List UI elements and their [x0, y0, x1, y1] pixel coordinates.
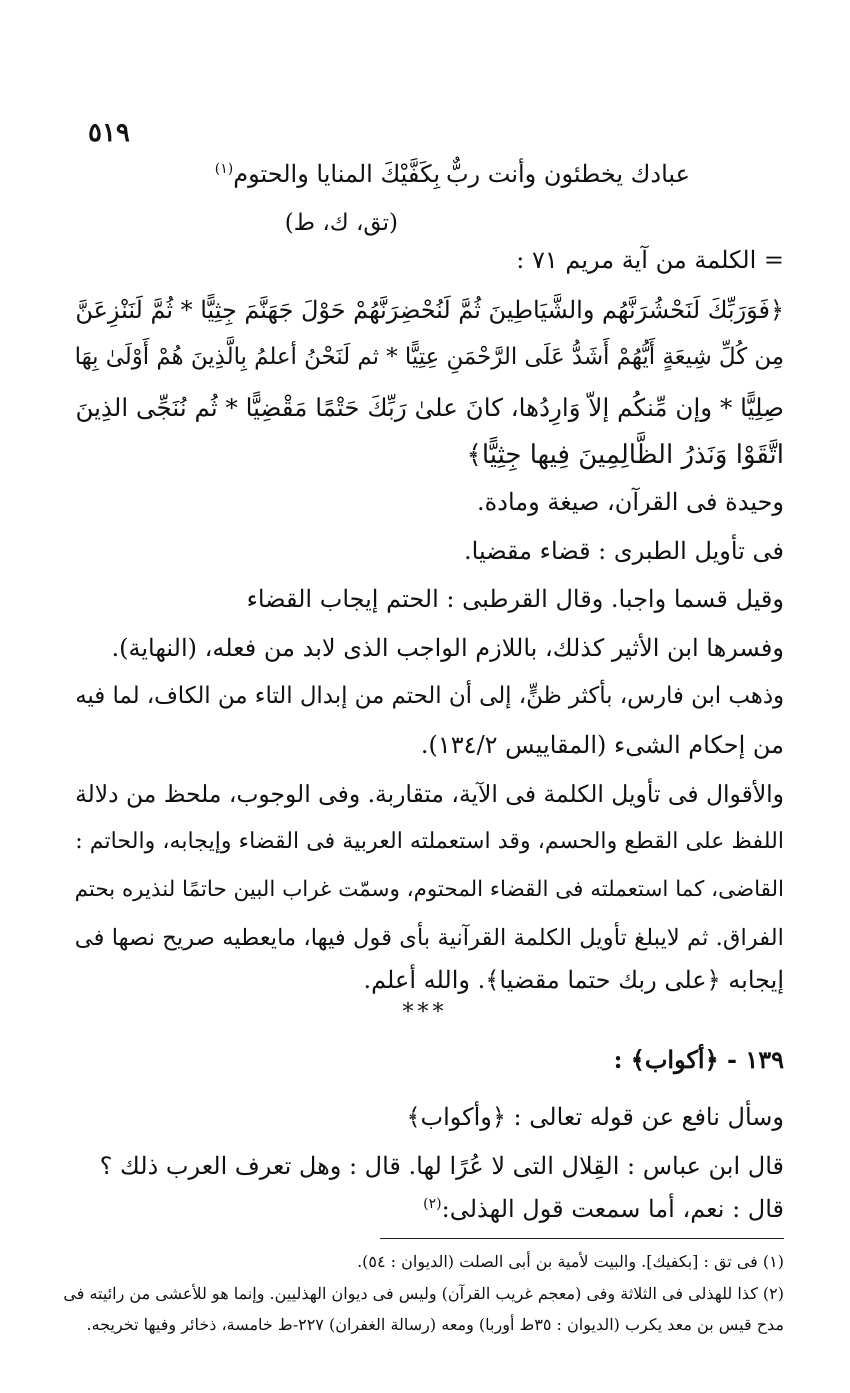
body-line: الفراق. ثم لايبلغ تأويل الكلمة القرآنية بأى قول فيها، مايعطيه صريح نصها فى — [74, 925, 784, 951]
entry-line: وسأل نافع عن قوله تعالى : ﴿وأكواب﴾ — [406, 1103, 784, 1131]
entry-line — [423, 1195, 784, 1223]
body-line: = الكلمة من آية مريم ٧١ : — [516, 246, 784, 274]
body-line: من إحكام الشىء (المقاييس ١٣٤/٢). — [420, 731, 784, 759]
entry-heading: ١٣٩ - ﴿أكواب﴾ : — [613, 1045, 784, 1074]
quran-line: اتَّقَوْا وَنَذرُ الظَّالِمِينَ فِيها جِثِيًّا﴾ — [466, 440, 784, 470]
entry-line-text: قال : نعم، أما سمعت قول الهذلى: — [441, 1195, 784, 1223]
page-number: ٥١٩ — [88, 118, 130, 148]
body-line: إيجابه ﴿على ربك حتما مقضيا﴾. والله أعلم. — [363, 966, 784, 994]
body-line: اللفظ على القطع والحسم، وقد استعملته العربية فى القضاء وإيجابه، والحاتم : — [75, 828, 784, 854]
body-line: فى تأويل الطبرى : قضاء مقضيا. — [464, 537, 784, 565]
body-line: وفسرها ابن الأثير كذلك، باللازم الواجب الذى لابد من فعله، (النهاية). — [111, 634, 784, 662]
entry-line: قال ابن عباس : القِلال التى لا عُرًا لها. قال : وهل تعرف العرب ذلك ؟ — [99, 1152, 784, 1180]
verse-sources: (تق، ك، ط) — [284, 210, 398, 236]
body-line: والأقوال فى تأويل الكلمة فى الآية، متقاربة. وفى الوجوب، ملحظ من دلالة — [75, 780, 784, 808]
body-line: وذهب ابن فارس، بأكثر ظنٍّ، إلى أن الحتم من إبدال التاء من الكاف، لما فيه — [75, 683, 784, 709]
quran-line: مِن كُلِّ شِيعَةٍ أَيُّهُمْ أَشَدُّ عَلَى الرَّحْمَنِ عِتِيًّا * ثم لَنَحْنُ أعلمُ بِالَّذِينَ هُمْ أَوْلَىٰ بِهَا — [74, 344, 784, 370]
body-line: وحيدة فى القرآن، صيغة ومادة. — [477, 488, 784, 516]
footnote: (٢) كذا للهذلى فى الثلاثة وفى (معجم غريب القرآن) وليس فى ديوان الهذليين. وإنما هو للأعشى من رائيته فى — [63, 1284, 784, 1303]
footnote-marker-1: (١) — [214, 161, 234, 177]
footnote-rule — [380, 1238, 784, 1239]
footnote-marker-2: (٢) — [423, 1196, 442, 1212]
section-separator: *** — [402, 1000, 448, 1025]
hemistich-2-text: بِكَفَّيْكَ المنايا والحتوم — [233, 160, 440, 188]
verse-hemistich-2 — [215, 160, 440, 188]
quran-line: ﴿فَوَرَبِّكَ لَنَحْشُرَنَّهُم والشَّيَاطِينَ ثُمَّ لَنُحْضِرَنَّهُمْ حَوْلَ جَهَنَّمَ جِثِيًّا * ثُمَّ لَنَنْزِعَنَّ — [75, 296, 784, 324]
body-line: وقيل قسما واجبا. وقال القرطبى : الحتم إيجاب القضاء — [246, 585, 784, 613]
footnote: (١) فى تق : [بكفيك]. والبيت لأمية بن أبى الصلت (الديوان : ٥٤). — [357, 1252, 784, 1271]
verse-hemistich-1: عبادك يخطئون وأنت ربٌّ — [445, 160, 690, 188]
footnote: مدح قيس بن معد يكرب (الديوان : ٣٥ط أوربا) ومعه (رسالة الغفران) ٢٢٧-ط خامسة، ذخائر وفيها تخريجه. — [86, 1315, 784, 1334]
quran-line: صِلِيًّا * وإن مِّنكُم إلاّ وَارِدُها، كانَ علىٰ رَبِّكَ حَتْمًا مَقْضِيًّا * ثُم نُنَجِّى الذِينَ — [75, 393, 784, 422]
body-line: القاضى، كما استعملته فى القضاء المحتوم، وسمّت غراب البين حاتمًا لنذيره بحتم — [74, 877, 784, 902]
